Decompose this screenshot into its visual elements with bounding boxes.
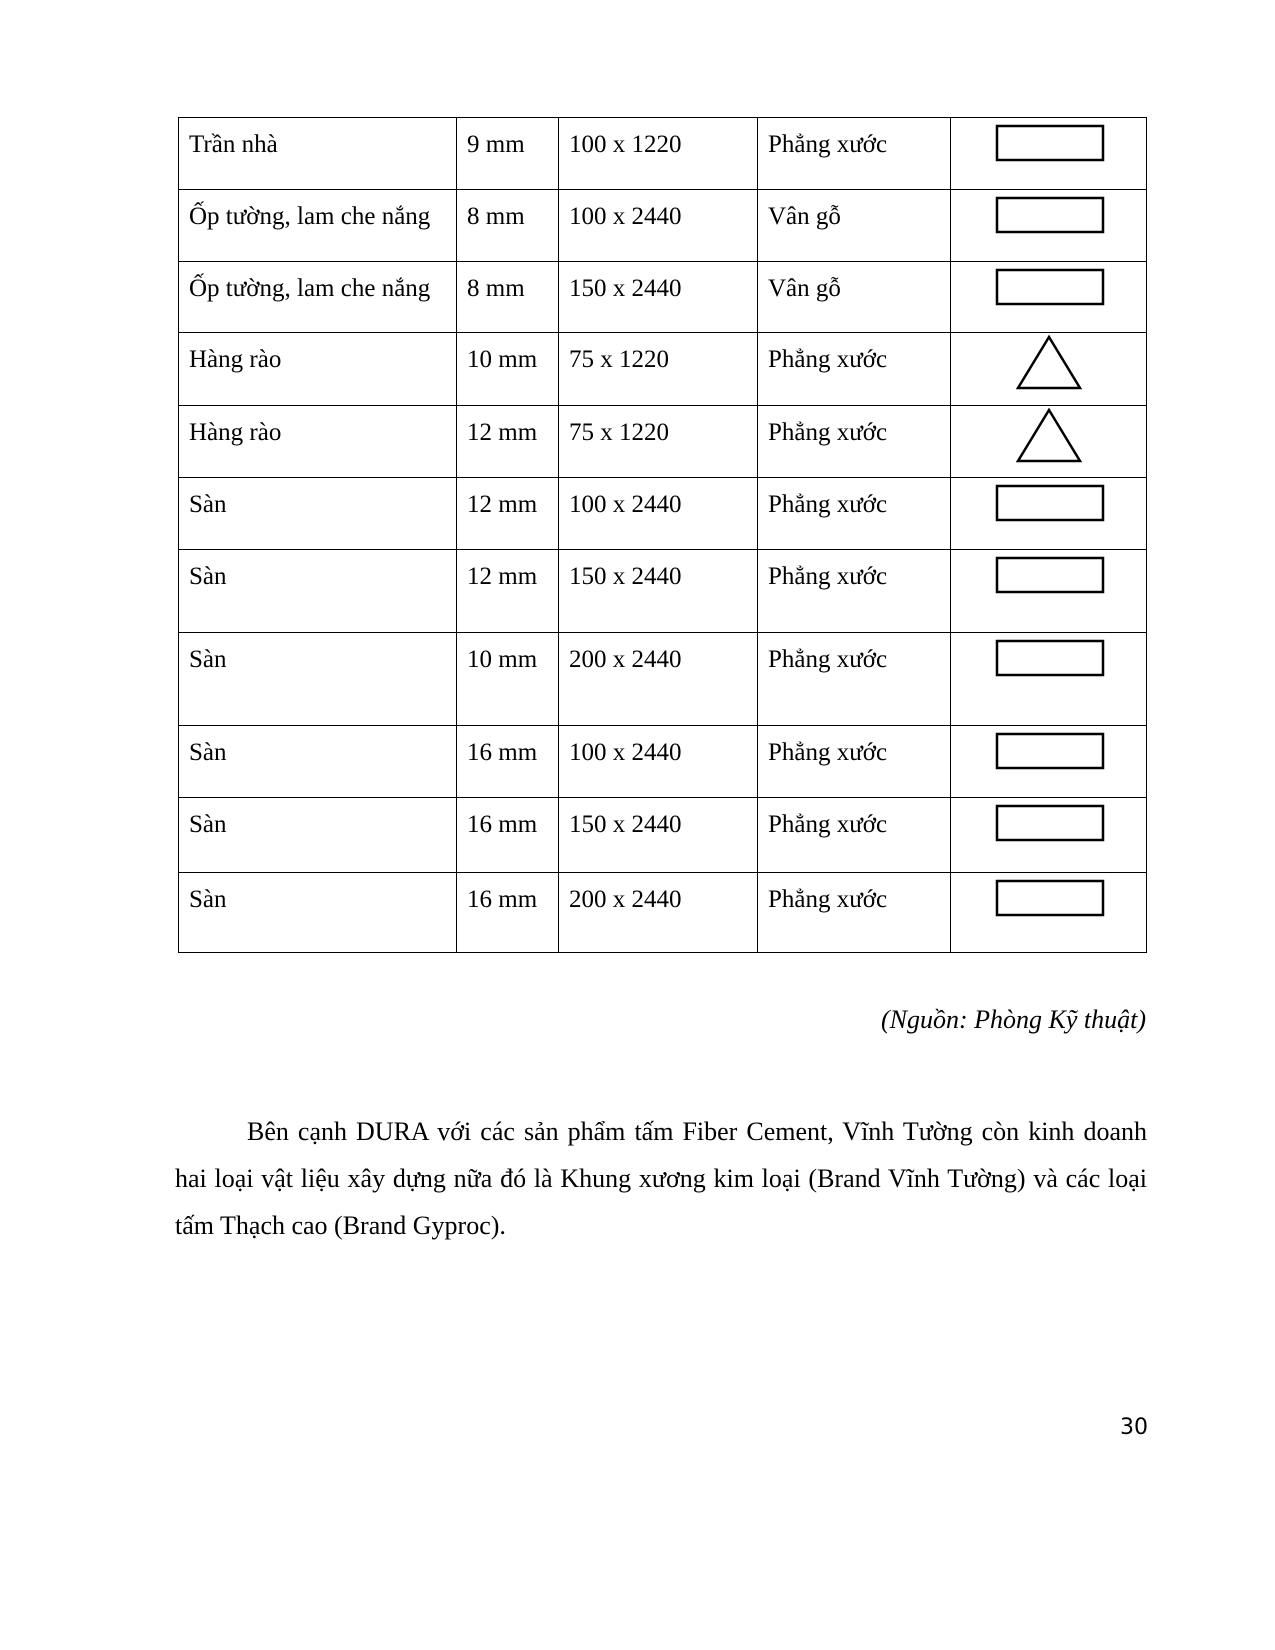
cell-thickness — [457, 798, 559, 873]
cell-use — [179, 633, 457, 726]
page-number: 30 — [1120, 1415, 1148, 1440]
cell-surface — [758, 633, 951, 726]
cell-size-text: 75 x 1220 — [569, 419, 669, 446]
cell-profile-rectangle — [951, 726, 1147, 798]
rectangle-profile-icon — [997, 881, 1103, 915]
cell-surface-text: Phẳng xước — [768, 811, 888, 838]
cell-surface-text: Vân gỗ — [768, 275, 841, 302]
product-spec-table — [178, 117, 1147, 953]
cell-size — [559, 118, 758, 190]
cell-use — [179, 190, 457, 262]
profile-shape-icon — [974, 550, 1124, 596]
cell-size-text: 150 x 2440 — [569, 811, 682, 838]
cell-profile-rectangle — [951, 873, 1147, 953]
cell-size-text: 150 x 2440 — [569, 275, 682, 302]
profile-shape-icon — [974, 726, 1124, 772]
cell-thickness — [457, 550, 559, 633]
cell-use-text: Sàn — [189, 811, 227, 838]
table-row — [179, 262, 1147, 333]
cell-thickness — [457, 333, 559, 406]
cell-surface-text: Phẳng xước — [768, 646, 888, 673]
table-row — [179, 478, 1147, 550]
cell-size — [559, 333, 758, 406]
cell-surface-text: Phẳng xước — [768, 739, 888, 766]
triangle-profile-icon — [1018, 337, 1080, 388]
table-row — [179, 550, 1147, 633]
cell-thickness-text: 8 mm — [467, 275, 525, 302]
cell-size-text: 200 x 2440 — [569, 646, 682, 673]
cell-thickness-text: 16 mm — [467, 886, 538, 913]
cell-use-text: Hàng rào — [189, 419, 282, 446]
paragraph-text: Bên cạnh DURA với các sản phẩm tấm Fiber Cement, Vĩnh Tường còn kinh doanh hai loại vật liệu xây dựng nữa đó là Khung xương kim loại (Brand Vĩnh Tường) và các loại tấm Thạch cao (Brand Gyproc). — [175, 1117, 1147, 1240]
cell-thickness-text: 8 mm — [467, 203, 525, 230]
cell-size — [559, 262, 758, 333]
cell-surface — [758, 798, 951, 873]
cell-size — [559, 478, 758, 550]
cell-profile-rectangle — [951, 633, 1147, 726]
cell-size-text: 75 x 1220 — [569, 346, 669, 373]
cell-surface — [758, 478, 951, 550]
cell-surface — [758, 190, 951, 262]
cell-surface — [758, 262, 951, 333]
cell-size — [559, 190, 758, 262]
cell-thickness-text: 12 mm — [467, 491, 538, 518]
cell-surface — [758, 873, 951, 953]
rectangle-profile-icon — [997, 486, 1103, 520]
cell-size — [559, 406, 758, 478]
profile-shape-icon — [974, 633, 1124, 679]
table-row — [179, 873, 1147, 953]
cell-thickness-text: 16 mm — [467, 811, 538, 838]
cell-use — [179, 262, 457, 333]
table-row — [179, 633, 1147, 726]
cell-surface — [758, 333, 951, 406]
cell-size — [559, 873, 758, 953]
rectangle-profile-icon — [997, 806, 1103, 840]
cell-thickness — [457, 726, 559, 798]
table-row — [179, 333, 1147, 406]
cell-surface — [758, 118, 951, 190]
cell-profile-rectangle — [951, 798, 1147, 873]
cell-use — [179, 726, 457, 798]
profile-shape-icon — [974, 478, 1124, 524]
table-row — [179, 406, 1147, 478]
cell-surface — [758, 550, 951, 633]
cell-use — [179, 873, 457, 953]
triangle-profile-icon — [1018, 410, 1080, 461]
cell-profile-rectangle — [951, 262, 1147, 333]
cell-profile-rectangle — [951, 550, 1147, 633]
rectangle-profile-icon — [997, 558, 1103, 592]
cell-use-text: Ốp tường, lam che nắng — [189, 275, 431, 302]
table-row — [179, 118, 1147, 190]
cell-use — [179, 406, 457, 478]
cell-use — [179, 798, 457, 873]
cell-size-text: 100 x 2440 — [569, 203, 682, 230]
cell-surface-text: Phẳng xước — [768, 346, 888, 373]
profile-shape-icon — [974, 118, 1124, 164]
cell-profile-rectangle — [951, 190, 1147, 262]
cell-surface-text: Vân gỗ — [768, 203, 841, 230]
rectangle-profile-icon — [997, 734, 1103, 768]
cell-surface-text: Phẳng xước — [768, 491, 888, 518]
rectangle-profile-icon — [997, 198, 1103, 232]
cell-surface — [758, 406, 951, 478]
cell-thickness — [457, 633, 559, 726]
profile-shape-icon — [974, 406, 1124, 466]
body-paragraph — [175, 1108, 1147, 1249]
cell-size — [559, 550, 758, 633]
profile-shape-icon — [974, 798, 1124, 844]
cell-use — [179, 118, 457, 190]
cell-thickness-text: 9 mm — [467, 131, 525, 158]
cell-thickness-text: 12 mm — [467, 563, 538, 590]
cell-size — [559, 798, 758, 873]
cell-size — [559, 633, 758, 726]
table-body — [179, 118, 1147, 953]
cell-surface — [758, 726, 951, 798]
cell-thickness-text: 12 mm — [467, 419, 538, 446]
cell-size-text: 150 x 2440 — [569, 563, 682, 590]
cell-thickness — [457, 406, 559, 478]
table-row — [179, 726, 1147, 798]
cell-surface-text: Phẳng xước — [768, 563, 888, 590]
cell-size-text: 100 x 1220 — [569, 131, 682, 158]
cell-size — [559, 726, 758, 798]
cell-size-text: 100 x 2440 — [569, 739, 682, 766]
cell-thickness — [457, 873, 559, 953]
cell-use-text: Sàn — [189, 886, 227, 913]
cell-use — [179, 550, 457, 633]
profile-shape-icon — [974, 262, 1124, 308]
cell-use-text: Sàn — [189, 646, 227, 673]
table-row — [179, 798, 1147, 873]
profile-shape-icon — [974, 873, 1124, 919]
cell-size-text: 100 x 2440 — [569, 491, 682, 518]
cell-thickness — [457, 190, 559, 262]
cell-profile-rectangle — [951, 478, 1147, 550]
rectangle-profile-icon — [997, 126, 1103, 160]
cell-use-text: Trần nhà — [189, 131, 278, 158]
cell-profile-triangle — [951, 406, 1147, 478]
cell-surface-text: Phẳng xước — [768, 886, 888, 913]
profile-shape-icon — [974, 333, 1124, 393]
cell-thickness-text: 10 mm — [467, 346, 538, 373]
cell-surface-text: Phẳng xước — [768, 131, 888, 158]
cell-size-text: 200 x 2440 — [569, 886, 682, 913]
cell-thickness — [457, 118, 559, 190]
cell-profile-triangle — [951, 333, 1147, 406]
cell-thickness — [457, 262, 559, 333]
cell-use-text: Sàn — [189, 563, 227, 590]
cell-surface-text: Phẳng xước — [768, 419, 888, 446]
cell-thickness-text: 16 mm — [467, 739, 538, 766]
cell-thickness-text: 10 mm — [467, 646, 538, 673]
rectangle-profile-icon — [997, 270, 1103, 304]
cell-use-text: Hàng rào — [189, 346, 282, 373]
source-caption: (Nguồn: Phòng Kỹ thuật) — [880, 1005, 1146, 1034]
cell-thickness — [457, 478, 559, 550]
cell-use-text: Sàn — [189, 739, 227, 766]
cell-use — [179, 333, 457, 406]
rectangle-profile-icon — [997, 641, 1103, 675]
cell-profile-rectangle — [951, 118, 1147, 190]
cell-use — [179, 478, 457, 550]
cell-use-text: Sàn — [189, 491, 227, 518]
table-row — [179, 190, 1147, 262]
profile-shape-icon — [974, 190, 1124, 236]
cell-use-text: Ốp tường, lam che nắng — [189, 203, 431, 230]
